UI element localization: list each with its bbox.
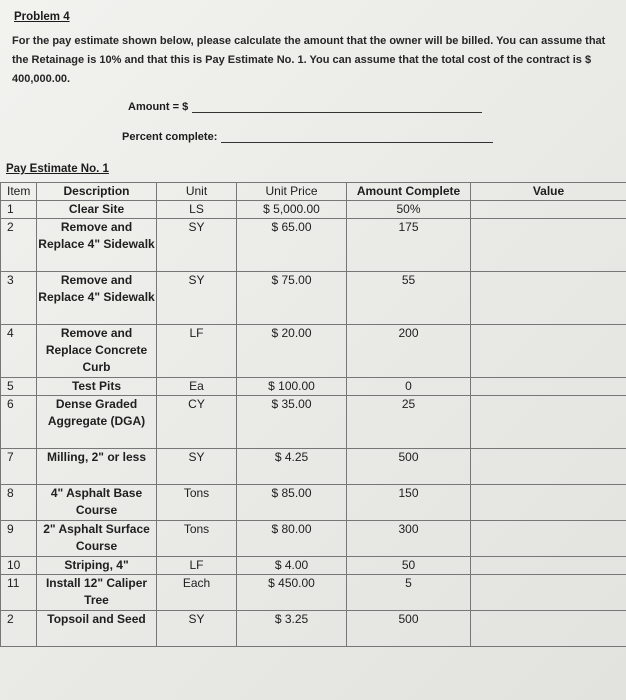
row-unit: LS [157,201,237,219]
header-item: Item [1,183,37,201]
table-row [1,485,626,521]
row-value[interactable] [471,272,626,325]
amount-label: Amount = $ [128,101,189,113]
table-row [1,521,626,557]
header-unit: Unit [157,183,237,201]
table-row [1,272,626,325]
row-value[interactable] [471,485,626,521]
row-unit-price: $ 4.00 [237,557,347,575]
row-unit: CY [157,396,237,449]
header-unit-price: Unit Price [237,183,347,201]
table-row [1,575,626,611]
percent-answer-line [122,130,493,143]
header-description: Description [37,183,157,201]
table-row [1,449,626,485]
row-amount-complete: 200 [347,325,471,378]
row-item-number: 2 [1,219,37,272]
row-amount-complete: 175 [347,219,471,272]
row-unit-price: $ 450.00 [237,575,347,611]
row-item-number: 2 [1,611,37,647]
row-description: 2" Asphalt Surface Course [37,521,157,557]
row-value[interactable] [471,378,626,396]
table-row [1,378,626,396]
table-row [1,611,626,647]
row-value[interactable] [471,219,626,272]
row-description: Clear Site [37,201,157,219]
row-unit-price: $ 80.00 [237,521,347,557]
row-item-number: 3 [1,272,37,325]
row-amount-complete: 55 [347,272,471,325]
header-value: Value [471,183,626,201]
row-description: Test Pits [37,378,157,396]
row-item-number: 7 [1,449,37,485]
row-unit-price: $ 100.00 [237,378,347,396]
row-unit-price: $ 65.00 [237,219,347,272]
amount-answer-line [128,100,482,113]
problem-title: Problem 4 [14,11,70,23]
row-value[interactable] [471,396,626,449]
row-item-number: 1 [1,201,37,219]
row-unit: SY [157,272,237,325]
row-unit-price: $ 85.00 [237,485,347,521]
row-unit: SY [157,611,237,647]
row-description: Remove and Replace 4" Sidewalk [37,272,157,325]
row-unit: Tons [157,485,237,521]
row-unit-price: $ 5,000.00 [237,201,347,219]
amount-blank[interactable] [192,100,482,113]
pay-estimate-title: Pay Estimate No. 1 [6,163,109,175]
row-unit-price: $ 3.25 [237,611,347,647]
row-value[interactable] [471,521,626,557]
row-amount-complete: 300 [347,521,471,557]
row-item-number: 6 [1,396,37,449]
row-description: Dense Graded Aggregate (DGA) [37,396,157,449]
row-item-number: 4 [1,325,37,378]
problem-instructions: For the pay estimate shown below, please calculate the amount that the owner will be billed. You can assume that the Retainage is 10% and that this is Pay Estimate No. 1. You can assume that the total cost of the contract is $ 400,000.00. [12,35,606,85]
table-row [1,219,626,272]
row-description: Remove and Replace 4" Sidewalk [37,219,157,272]
row-description: Striping, 4" [37,557,157,575]
row-value[interactable] [471,325,626,378]
row-unit: Each [157,575,237,611]
row-item-number: 9 [1,521,37,557]
row-value[interactable] [471,611,626,647]
table-row [1,325,626,378]
table-header-row [1,183,626,201]
row-item-number: 10 [1,557,37,575]
row-unit-price: $ 20.00 [237,325,347,378]
row-item-number: 5 [1,378,37,396]
row-unit-price: $ 75.00 [237,272,347,325]
row-description: Install 12" Caliper Tree [37,575,157,611]
row-unit: SY [157,219,237,272]
row-description: Topsoil and Seed [37,611,157,647]
table-row [1,201,626,219]
table-row [1,396,626,449]
row-unit-price: $ 4.25 [237,449,347,485]
row-amount-complete: 5 [347,575,471,611]
row-unit: LF [157,325,237,378]
row-amount-complete: 50 [347,557,471,575]
row-item-number: 11 [1,575,37,611]
row-value[interactable] [471,201,626,219]
row-item-number: 8 [1,485,37,521]
row-description: 4" Asphalt Base Course [37,485,157,521]
row-value[interactable] [471,575,626,611]
row-unit: Tons [157,521,237,557]
row-unit: Ea [157,378,237,396]
table-row [1,557,626,575]
row-description: Remove and Replace Concrete Curb [37,325,157,378]
row-unit: LF [157,557,237,575]
percent-label: Percent complete: [122,131,218,143]
row-amount-complete: 25 [347,396,471,449]
row-amount-complete: 500 [347,449,471,485]
row-value[interactable] [471,557,626,575]
pay-estimate-table [0,182,626,647]
row-unit-price: $ 35.00 [237,396,347,449]
percent-blank[interactable] [221,130,493,143]
row-amount-complete: 500 [347,611,471,647]
row-amount-complete: 50% [347,201,471,219]
row-amount-complete: 0 [347,378,471,396]
row-description: Milling, 2" or less [37,449,157,485]
row-unit: SY [157,449,237,485]
header-amount-complete: Amount Complete [347,183,471,201]
row-value[interactable] [471,449,626,485]
row-amount-complete: 150 [347,485,471,521]
